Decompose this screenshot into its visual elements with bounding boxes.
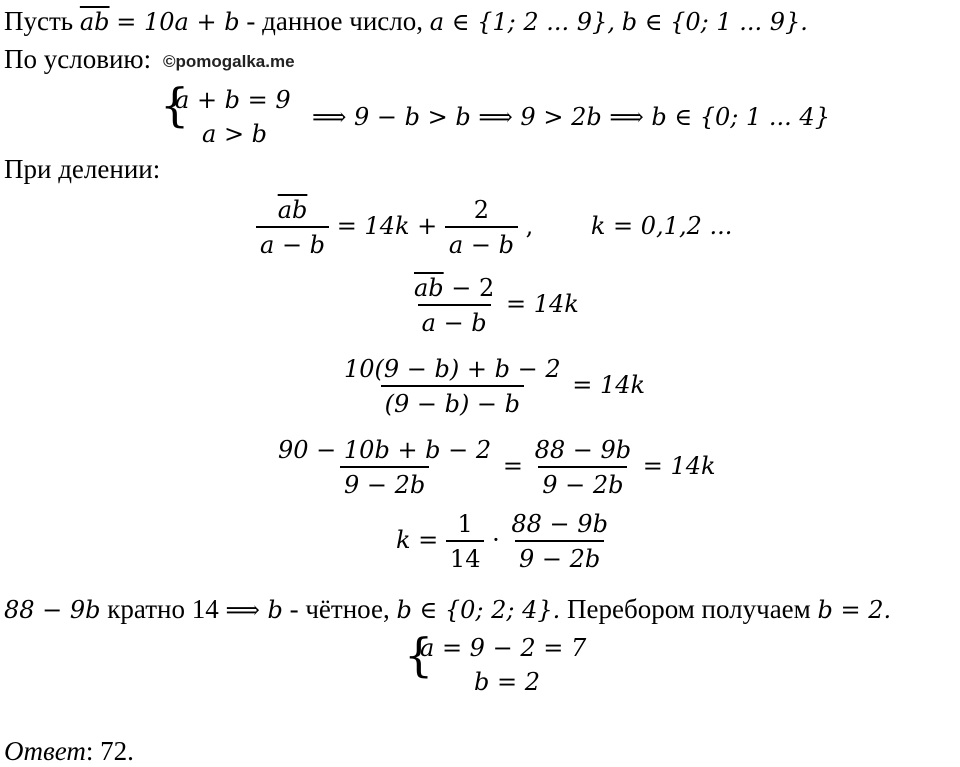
eq1-den: a − b: [256, 226, 329, 257]
eq5-frac2: [507, 512, 612, 571]
system2-row2: b = 2: [474, 668, 540, 696]
eq3-den: (9 − b) − b: [381, 385, 524, 416]
eq2-frac: [410, 276, 498, 335]
conclusion-b: кратно 14: [107, 594, 219, 624]
eq3: [340, 357, 645, 416]
eq4-frac2: [531, 438, 636, 497]
conclusion-f: Перебором получаем: [567, 594, 811, 624]
eq1-tail: ,: [525, 212, 534, 240]
eq4-eq: =: [502, 452, 523, 480]
conclusion-d: - чётное,: [289, 594, 390, 624]
eq4-num2: 88 − 9b: [534, 436, 632, 464]
eq5-num2: 88 − 9b: [511, 510, 608, 538]
eq1-frac1: [256, 198, 329, 257]
eq2-rhs: = 14k: [505, 290, 579, 318]
intro-mid: - данное число,: [246, 6, 424, 36]
eq5-dot: ·: [492, 526, 500, 554]
eq2-num: [410, 276, 498, 304]
conclusion-a: 88 − 9b: [4, 596, 101, 624]
eq3-rhs: = 14k: [572, 371, 646, 399]
eq5-num1: 1: [457, 510, 473, 538]
eq1-mid: = 14k +: [336, 212, 438, 240]
answer-label: Ответ: [4, 736, 86, 766]
eq1-den2: a − b: [445, 226, 518, 257]
division-label: При делении:: [4, 154, 161, 184]
eq4-frac1: [274, 438, 495, 497]
eq2: [410, 276, 579, 335]
system2-row1: a = 9 − 2 = 7: [420, 634, 587, 662]
conclusion-g: b = 2.: [817, 596, 892, 624]
eq4-num1: 90 − 10b + b − 2: [278, 436, 492, 464]
intro-a-set: a ∈ {1; 2 ... 9},: [429, 8, 615, 36]
system1-row2: a > b: [202, 120, 268, 148]
intro-eq: = 10a + b: [116, 8, 240, 36]
answer-value: : 72.: [85, 736, 134, 766]
eq5: [396, 512, 612, 571]
intro-prefix: Пусть: [4, 6, 74, 36]
conclusion-c: ⟹ b: [225, 596, 283, 624]
eq2-den: a − b: [418, 304, 491, 335]
eq1-k: k = 0,1,2 ...: [590, 212, 733, 240]
eq3-num: 10(9 − b) + b − 2: [344, 355, 561, 383]
answer-line: [4, 738, 134, 765]
eq1: [256, 198, 732, 257]
system1-brace: {: [160, 78, 190, 132]
eq4-rhs: = 14k: [642, 452, 716, 480]
system1-tail: ⟹ 9 − b > b ⟹ 9 > 2b ⟹ b ∈ {0; 1 ... 4}: [312, 103, 830, 131]
eq5-lhs: k =: [396, 526, 439, 554]
eq4-den1: 9 − 2b: [340, 466, 429, 497]
conclusion-line: [4, 596, 891, 623]
eq2-num-ab: $\overline{ab}$: [414, 274, 444, 302]
eq1-frac2: [445, 198, 518, 257]
intro-b-set: b ∈ {0; 1 ... 9}.: [621, 8, 808, 36]
intro-line: [4, 8, 808, 35]
eq3-frac: [340, 357, 565, 416]
eq5-frac1: [446, 512, 485, 571]
eq5-den2: 9 − 2b: [515, 540, 604, 571]
eq5-den1: 14: [446, 540, 485, 571]
watermark: ©pomogalka.me: [163, 52, 295, 71]
eq4-den2: 9 − 2b: [538, 466, 627, 497]
condition-label: По условию:: [4, 44, 152, 74]
eq1-num: $\overline{ab}$: [277, 196, 308, 224]
eq4: [274, 438, 716, 497]
eq2-num-rest: − 2: [443, 274, 495, 302]
eq1-num2: 2: [473, 196, 490, 224]
conclusion-e: b ∈ {0; 2; 4}.: [396, 596, 561, 624]
system1-row1: a + b = 9: [175, 86, 291, 114]
system2-brace: {: [404, 628, 434, 682]
intro-ab: $\overline{ab}$: [79, 8, 110, 36]
